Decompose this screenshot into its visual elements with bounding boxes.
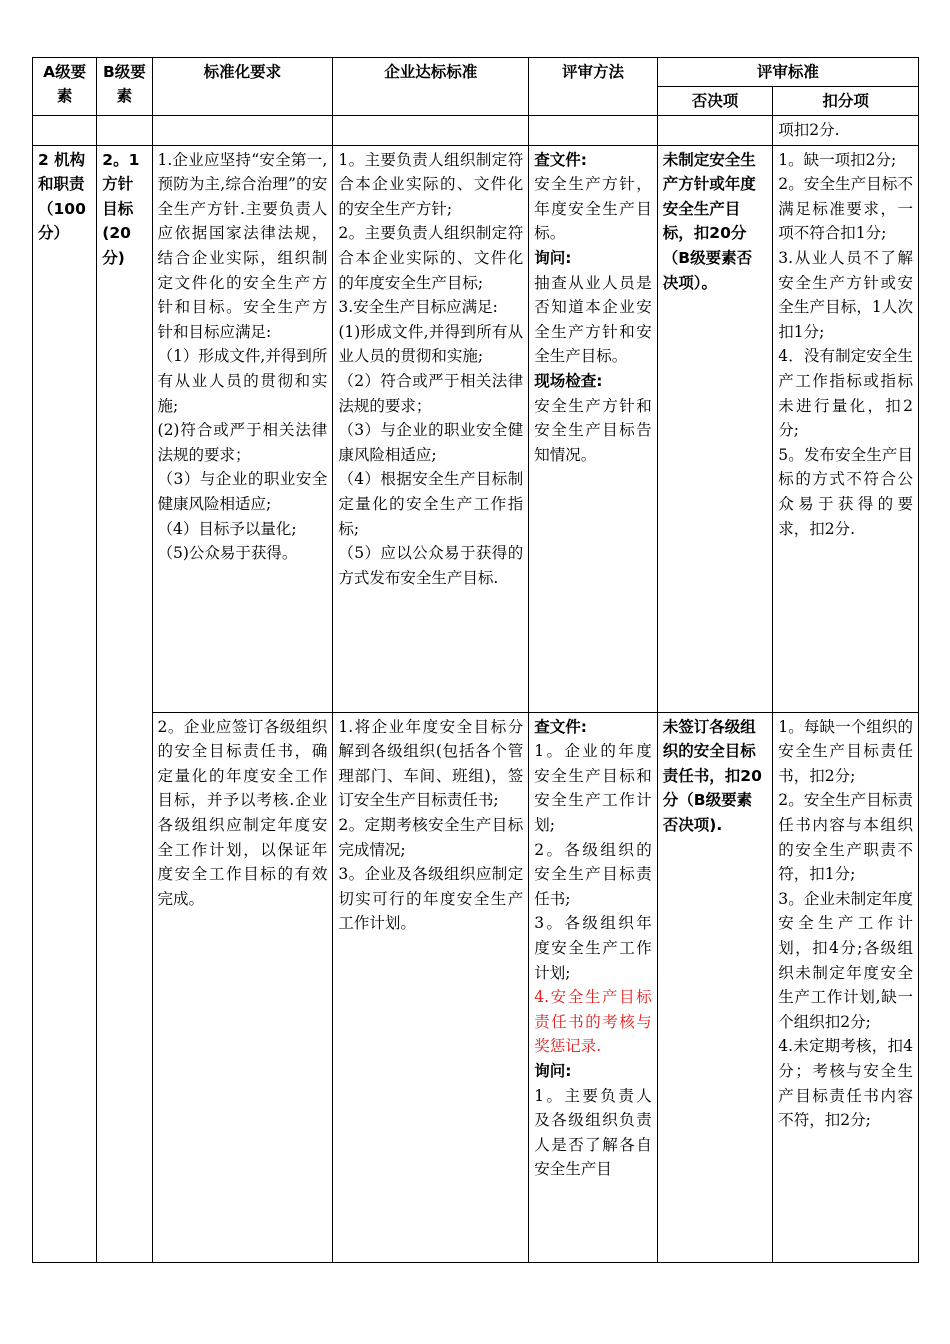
veto-cell: 未制定安全生产方针或年度安全生产目标，扣20分（B级要素否决项）。 xyxy=(657,145,773,712)
standard-cell xyxy=(333,145,529,712)
method-text: 1。主要负责人及各级组织负责人是否了解各自安全生产目 xyxy=(534,1086,652,1179)
std-line: 3.安全生产目标应满足: xyxy=(338,298,498,317)
header-row xyxy=(33,58,919,87)
header-method: 评审方法 xyxy=(529,58,658,116)
deduct-line: 4．没有制定安全生产工作指标或指标未进行量化，扣2分; xyxy=(778,347,913,440)
veto-cell: 未签订各级组织的安全目标责任书，扣20分（B级要素否决项). xyxy=(657,712,773,1262)
req-line: 2。企业应签订各级组织的安全目标责任书，确定量化的年度安全工作目标，并予以考核.企业各级组织应制定年度安全工作计划，以保证年度安全工作目标的有效完成。 xyxy=(157,717,328,908)
method-key: 查文件: xyxy=(534,150,587,169)
deduct-cell xyxy=(773,145,919,712)
method-cell xyxy=(529,145,658,712)
std-line: （2）符合或严于相关法律法规的要求； xyxy=(338,371,524,415)
req-line: （3）与企业的职业安全健康风险相适应; xyxy=(157,470,328,513)
header-a-level: A级要素 xyxy=(33,58,97,116)
std-line: 2。主要负责人组织制定符合本企业实际的、文件化的年度安全生产目标; xyxy=(338,224,524,292)
req-line: （1）形成文件,并得到所有从业人员的贯彻和实施; xyxy=(157,347,328,415)
carry-deduct: 项扣2分. xyxy=(773,116,919,146)
method-text-highlight: 4.安全生产目标责任书的考核与奖惩记录. xyxy=(534,988,652,1056)
header-deduct: 扣分项 xyxy=(773,87,919,116)
header-criteria: 评审标准 xyxy=(657,58,918,87)
method-text: 2。各级组织的安全生产目标责任书; xyxy=(534,840,652,908)
std-line: 1。主要负责人组织制定符合本企业实际的、文件化的安全生产方针; xyxy=(338,150,524,218)
std-line: 3。企业及各级组织应制定切实可行的年度安全生产工作计划。 xyxy=(338,865,524,933)
requirement-cell xyxy=(152,712,333,1262)
header-ent-std: 企业达标标准 xyxy=(333,58,529,116)
deduct-line: 3。企业未制定年度安全生产工作计划，扣4分;各级组织未制定年度安全生产工作计划,缺一个组织扣2分; xyxy=(778,889,913,1031)
method-text: 安全生产方针，年度安全生产目标。 xyxy=(534,175,652,243)
method-key: 查文件: xyxy=(534,717,587,736)
assessment-table xyxy=(32,57,919,1263)
table-row xyxy=(33,712,919,1262)
req-line: (2)符合或严于相关法律法规的要求； xyxy=(157,421,328,464)
req-line: （5)公众易于获得。 xyxy=(157,544,298,563)
std-line: 1.将企业年度安全目标分解到各级组织(包括各个管理部门、车间、班组)，签订安全生产目标责任书; xyxy=(338,717,524,810)
b-element-cell: 2。1方针目标(20分) xyxy=(97,145,152,1262)
standard-cell xyxy=(333,712,529,1262)
method-text: 3。各级组织年度安全生产工作计划; xyxy=(534,914,652,982)
std-line: （5）应以公众易于获得的方式发布安全生产目标. xyxy=(338,544,524,587)
method-text: 安全生产方针和安全生产目标告知情况。 xyxy=(534,396,652,464)
method-text: 1。企业的年度安全生产目标和安全生产工作计划; xyxy=(534,742,652,834)
std-line: （4）根据安全生产目标制定量化的安全生产工作指标; xyxy=(338,470,524,538)
req-line: （4）目标予以量化; xyxy=(157,519,297,538)
table-row xyxy=(33,145,919,712)
carry-over-row xyxy=(33,116,919,146)
std-line: (1)形成文件,并得到所有从业人员的贯彻和实施; xyxy=(338,322,524,366)
method-key: 现场检查: xyxy=(534,371,603,390)
deduct-line: 1。缺一项扣2分; xyxy=(778,150,897,169)
deduct-cell xyxy=(773,712,919,1262)
header-b-level: B级要素 xyxy=(97,58,152,116)
header-std-req: 标准化要求 xyxy=(152,58,333,116)
deduct-line: 3.从业人员不了解安全生产方针或安全生产目标，1人次扣1分; xyxy=(778,248,913,341)
deduct-line: 2。安全生产目标不满足标准要求，一项不符合扣1分; xyxy=(778,175,913,243)
std-line: 2。定期考核安全生产目标完成情况; xyxy=(338,815,524,859)
header-veto: 否决项 xyxy=(657,87,773,116)
method-key: 询问: xyxy=(534,1061,572,1080)
std-line: （3）与企业的职业安全健康风险相适应; xyxy=(338,421,524,464)
deduct-line: 5。发布安全生产目标的方式不符合公众易于获得的要求，扣2分. xyxy=(778,445,913,538)
method-text: 抽查从业人员是否知道本企业安全生产方针和安全生产目标。 xyxy=(534,273,652,366)
method-key: 询问: xyxy=(534,248,572,267)
a-element-cell: 2 机构和职责（100分） xyxy=(33,145,97,1262)
deduct-line: 4.未定期考核，扣4分；考核与安全生产目标责任书内容不符，扣2分; xyxy=(778,1037,913,1130)
deduct-line: 2。安全生产目标责任书内容与本组织的安全生产职责不符，扣1分; xyxy=(778,791,913,884)
method-cell xyxy=(529,712,658,1262)
requirement-cell xyxy=(152,145,333,712)
req-line: 1.企业应坚持“安全第一,预防为主,综合治理”的安全生产方针.主要负责人应依据国家法律法规，结合企业实际，组织制定文件化的安全生产方针和目标。安全生产方针和目标应满足: xyxy=(157,150,328,341)
deduct-line: 1。每缺一个组织的安全生产目标责任书，扣2分; xyxy=(778,717,913,785)
